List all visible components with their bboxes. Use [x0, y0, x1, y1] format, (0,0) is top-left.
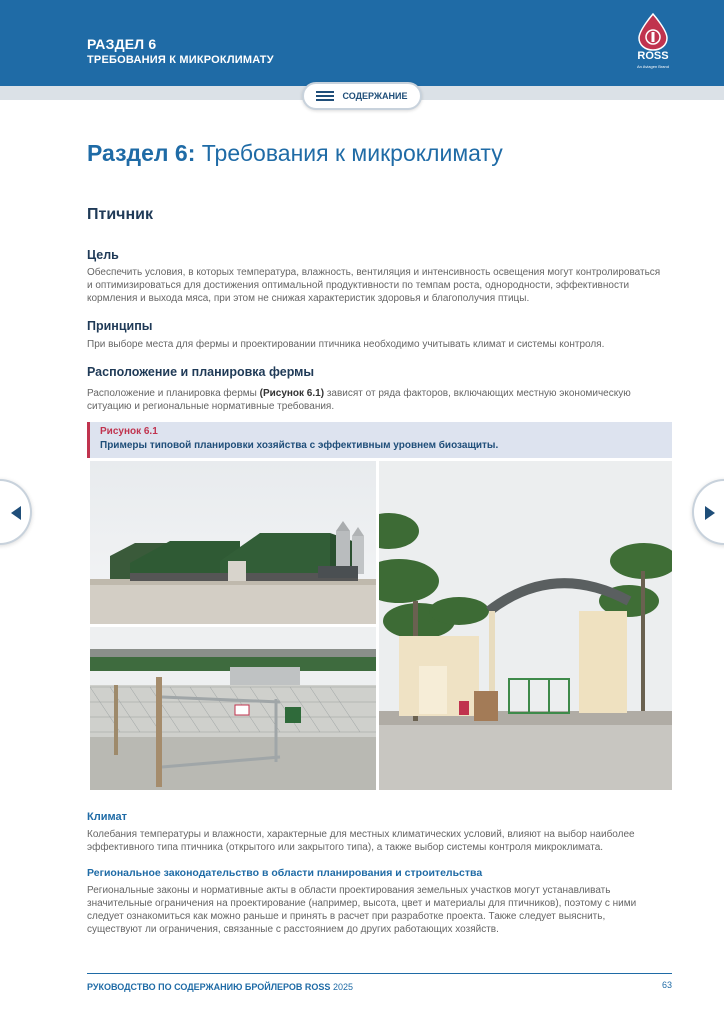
logo-text: ROSS [637, 50, 669, 62]
section-label: РАЗДЕЛ 6 [87, 36, 157, 52]
regional-text: Региональные законы и нормативные акты в области проектирования земельных участков могут устанавливать значительные ограничения на проектирование (например, высота, цвет и материалы для птичников), поэтому с ними следует ознакомиться как можно раньше и принять в расчет при разработке проекта. Также следует выяснить, существуют ли ограничения, связанные с расстоянием до других работающих хозяйств. [87, 885, 637, 935]
figure-caption-box [87, 422, 672, 458]
house-heading: Птичник [87, 206, 153, 223]
logo-drop-icon [630, 12, 676, 52]
figure-caption: Примеры типовой планировки хозяйства с эффективным уровнем биозащиты. [100, 440, 499, 451]
next-page-button[interactable] [692, 479, 724, 545]
climate-heading: Климат [87, 811, 127, 823]
layout-text: Расположение и планировка фермы (Рисунок 6.1) зависят от ряда факторов, включающих местную экономическую ситуацию и региональные нормативные требования. [87, 388, 631, 412]
principles-heading: Принципы [87, 319, 153, 333]
principles-text: При выборе места для фермы и проектировании птичника необходимо учитывать климат и системы контроля. [87, 339, 605, 350]
contents-label: СОДЕРЖАНИЕ [342, 91, 408, 101]
goal-text: Обеспечить условия, в которых температура, влажность, вентиляция и интенсивность освещения могут контролироваться и оптимизироваться для достижения оптимальной продуктивности по темпам роста, однородности, эффективности кормления и выхода мяса, при этом не снижая характеристик здоровья и благополучия птицы. [87, 267, 661, 304]
ross-logo [630, 12, 676, 74]
contents-button[interactable] [302, 82, 422, 110]
arrow-right-icon [705, 506, 715, 520]
menu-icon [316, 91, 334, 101]
photo-poultry-houses [90, 461, 376, 624]
figure-label: Рисунок 6.1 [100, 426, 158, 437]
photo-biosecurity-entrance [379, 461, 672, 790]
title-rest: Требования к микроклимату [195, 140, 503, 166]
layout-heading: Расположение и планировка фермы [87, 365, 315, 379]
goal-heading: Цель [87, 248, 119, 262]
regional-heading: Региональное законодательство в области планирования и строительства [87, 867, 483, 879]
arrow-left-icon [11, 506, 21, 520]
page-number: 63 [661, 980, 672, 990]
title-bold: Раздел 6: [87, 140, 196, 166]
footer-divider [87, 973, 672, 974]
logo-tagline: An Aviagen Brand [637, 64, 669, 69]
photo-gate-fence [90, 627, 376, 790]
page-title [87, 140, 503, 167]
section-subtitle: ТРЕБОВАНИЯ К МИКРОКЛИМАТУ [87, 54, 274, 66]
prev-page-button[interactable] [0, 479, 32, 545]
footer-title: РУКОВОДСТВО ПО СОДЕРЖАНИЮ БРОЙЛЕРОВ ROSS 2025 [87, 982, 353, 992]
climate-text: Колебания температуры и влажности, характерные для местных климатических условий, влияют на выбор наиболее эффективного типа птичника (открытого или закрытого типа), а также выбор системы контроля микроклимата. [87, 829, 635, 853]
page-header [0, 0, 724, 86]
